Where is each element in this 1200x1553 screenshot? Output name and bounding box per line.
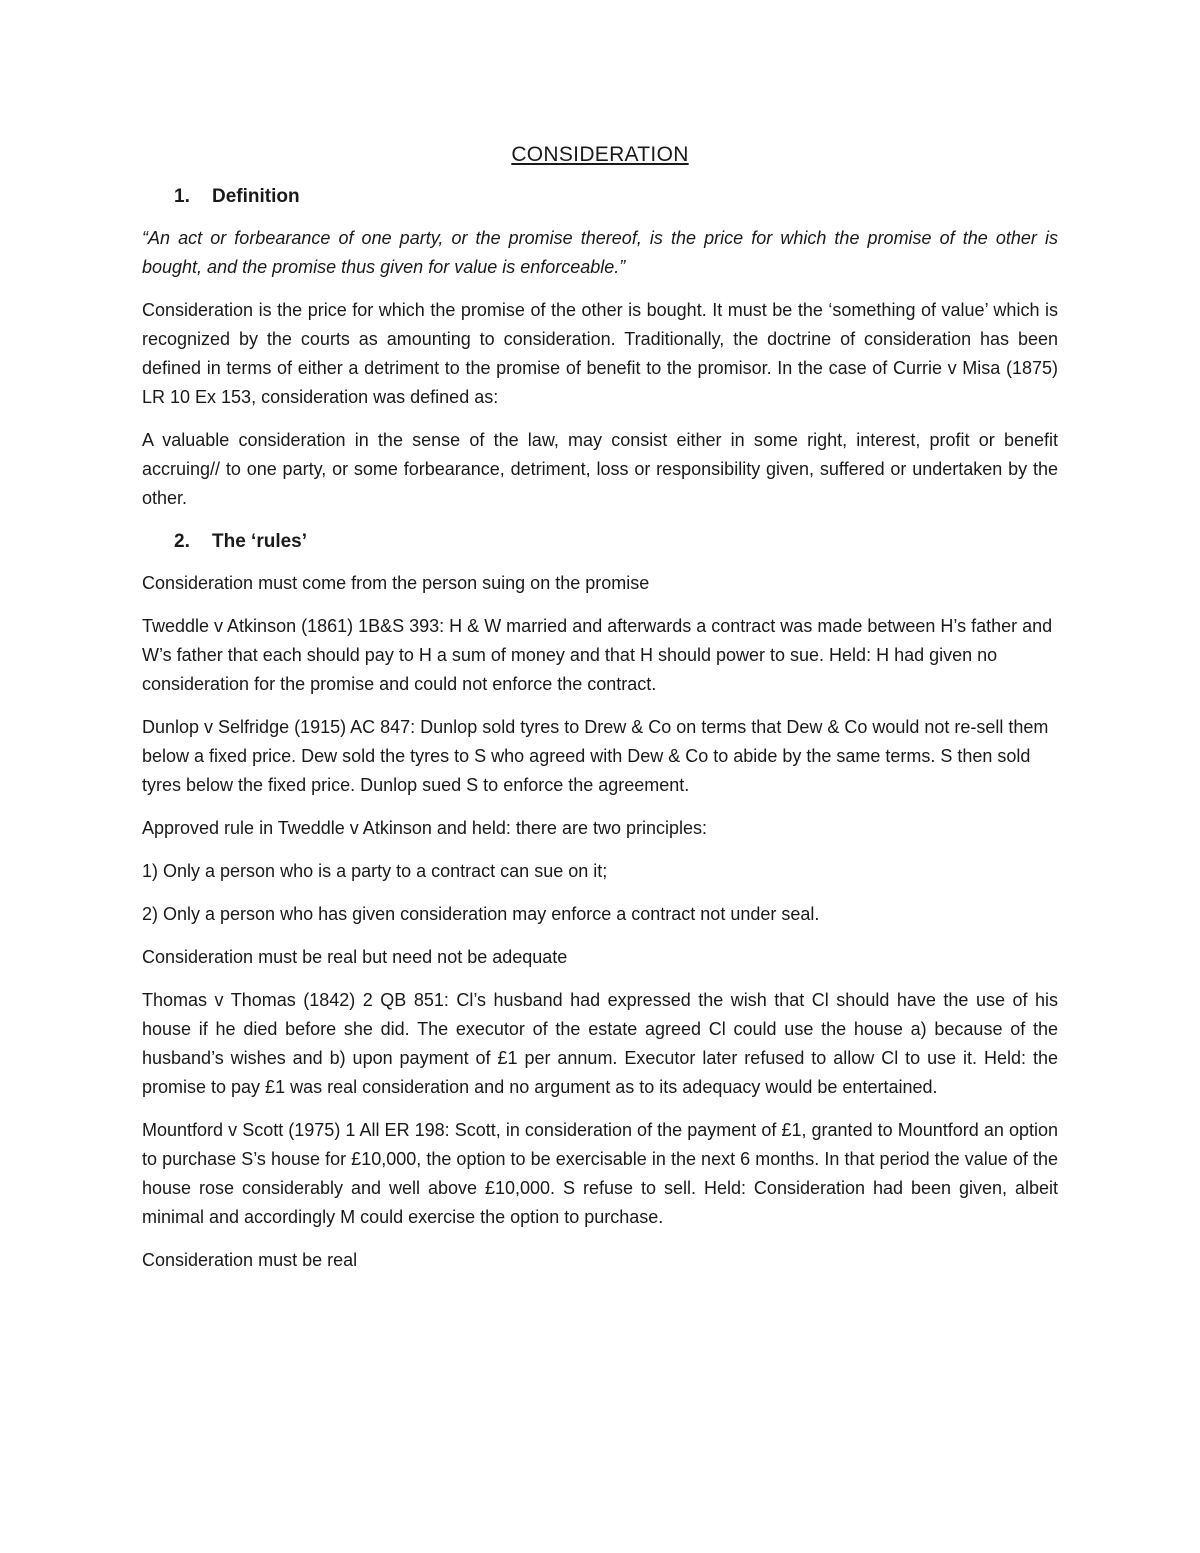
definition-quote: “An act or forbearance of one party, or the promise thereof, is the price for which the promise of the other is bought, and the promise thus given for value is enforceable.” <box>142 228 1058 277</box>
rule-heading-real-not-adequate: Consideration must be real but need not be adequate <box>142 947 568 967</box>
case-tweddle-v-atkinson: Tweddle v Atkinson (1861) 1B&S 393: H & W married and afterwards a contract was made between H’s father and W’s father that each should pay to H a sum of money and that H should power to sue. Held: H had given no consideration for the promise and could not enforce the contract. <box>142 616 1053 694</box>
section-heading-definition <box>174 182 1058 212</box>
principle-item-2: 2) Only a person who has given consideration may enforce a contract not under seal. <box>142 904 820 924</box>
rule-heading-must-be-real: Consideration must be real <box>142 1250 358 1270</box>
rule-heading-person-suing: Consideration must come from the person suing on the promise <box>142 573 650 593</box>
section-heading-text: Definition <box>212 186 300 207</box>
paragraph-currie-v-misa-definition: A valuable consideration in the sense of the law, may consist either in some right, interest, profit or benefit accruing// to one party, or some forbearance, detriment, loss or responsibility given, suffered or undertaken by the other. <box>142 430 1058 508</box>
case-dunlop-v-selfridge: Dunlop v Selfridge (1915) AC 847: Dunlop sold tyres to Drew & Co on terms that Dew & Co would not re-sell them below a fixed price. Dew sold the tyres to S who agreed with Dew & Co to abide by the same terms. S then sold tyres below the fixed price. Dunlop sued S to enforce the agreement. <box>142 717 1049 795</box>
principle-item-1: 1) Only a person who is a party to a contract can sue on it; <box>142 861 608 881</box>
case-mountford-v-scott: Mountford v Scott (1975) 1 All ER 198: Scott, in consideration of the payment of £1, granted to Mountford an option to purchase S’s house for £10,000, the option to be exercisable in the next 6 months. In that period the value of the house rose considerably and well above £10,000. S refuse to sell. Held: Consideration had been given, albeit minimal and accordingly M could exercise the option to purchase. <box>142 1120 1058 1227</box>
paragraph-consideration-price: Consideration is the price for which the promise of the other is bought. It must be the ‘something of value’ which is recognized by the courts as amounting to consideration. Traditionally, the doctrine of consideration has been defined in terms of either a detriment to the promise of benefit to the promisor. In the case of Currie v Misa (1875) LR 10 Ex 153, consideration was defined as: <box>142 300 1058 407</box>
paragraph-approved-rule: Approved rule in Tweddle v Atkinson and held: there are two principles: <box>142 818 708 838</box>
document-title: CONSIDERATION <box>511 143 689 166</box>
section-heading-text: The ‘rules’ <box>212 531 308 552</box>
document-page <box>142 140 1058 1275</box>
section-number: 1. <box>174 186 190 207</box>
case-thomas-v-thomas: Thomas v Thomas (1842) 2 QB 851: Cl’s husband had expressed the wish that Cl should have the use of his house if he died before she did. The executor of the estate agreed Cl could use the house a) because of the husband’s wishes and b) upon payment of £1 per annum. Executor later refused to allow Cl to use it. Held: the promise to pay £1 was real consideration and no argument as to its adequacy would be entertained. <box>142 990 1058 1097</box>
section-number: 2. <box>174 531 190 552</box>
section-heading-rules <box>174 527 1058 557</box>
